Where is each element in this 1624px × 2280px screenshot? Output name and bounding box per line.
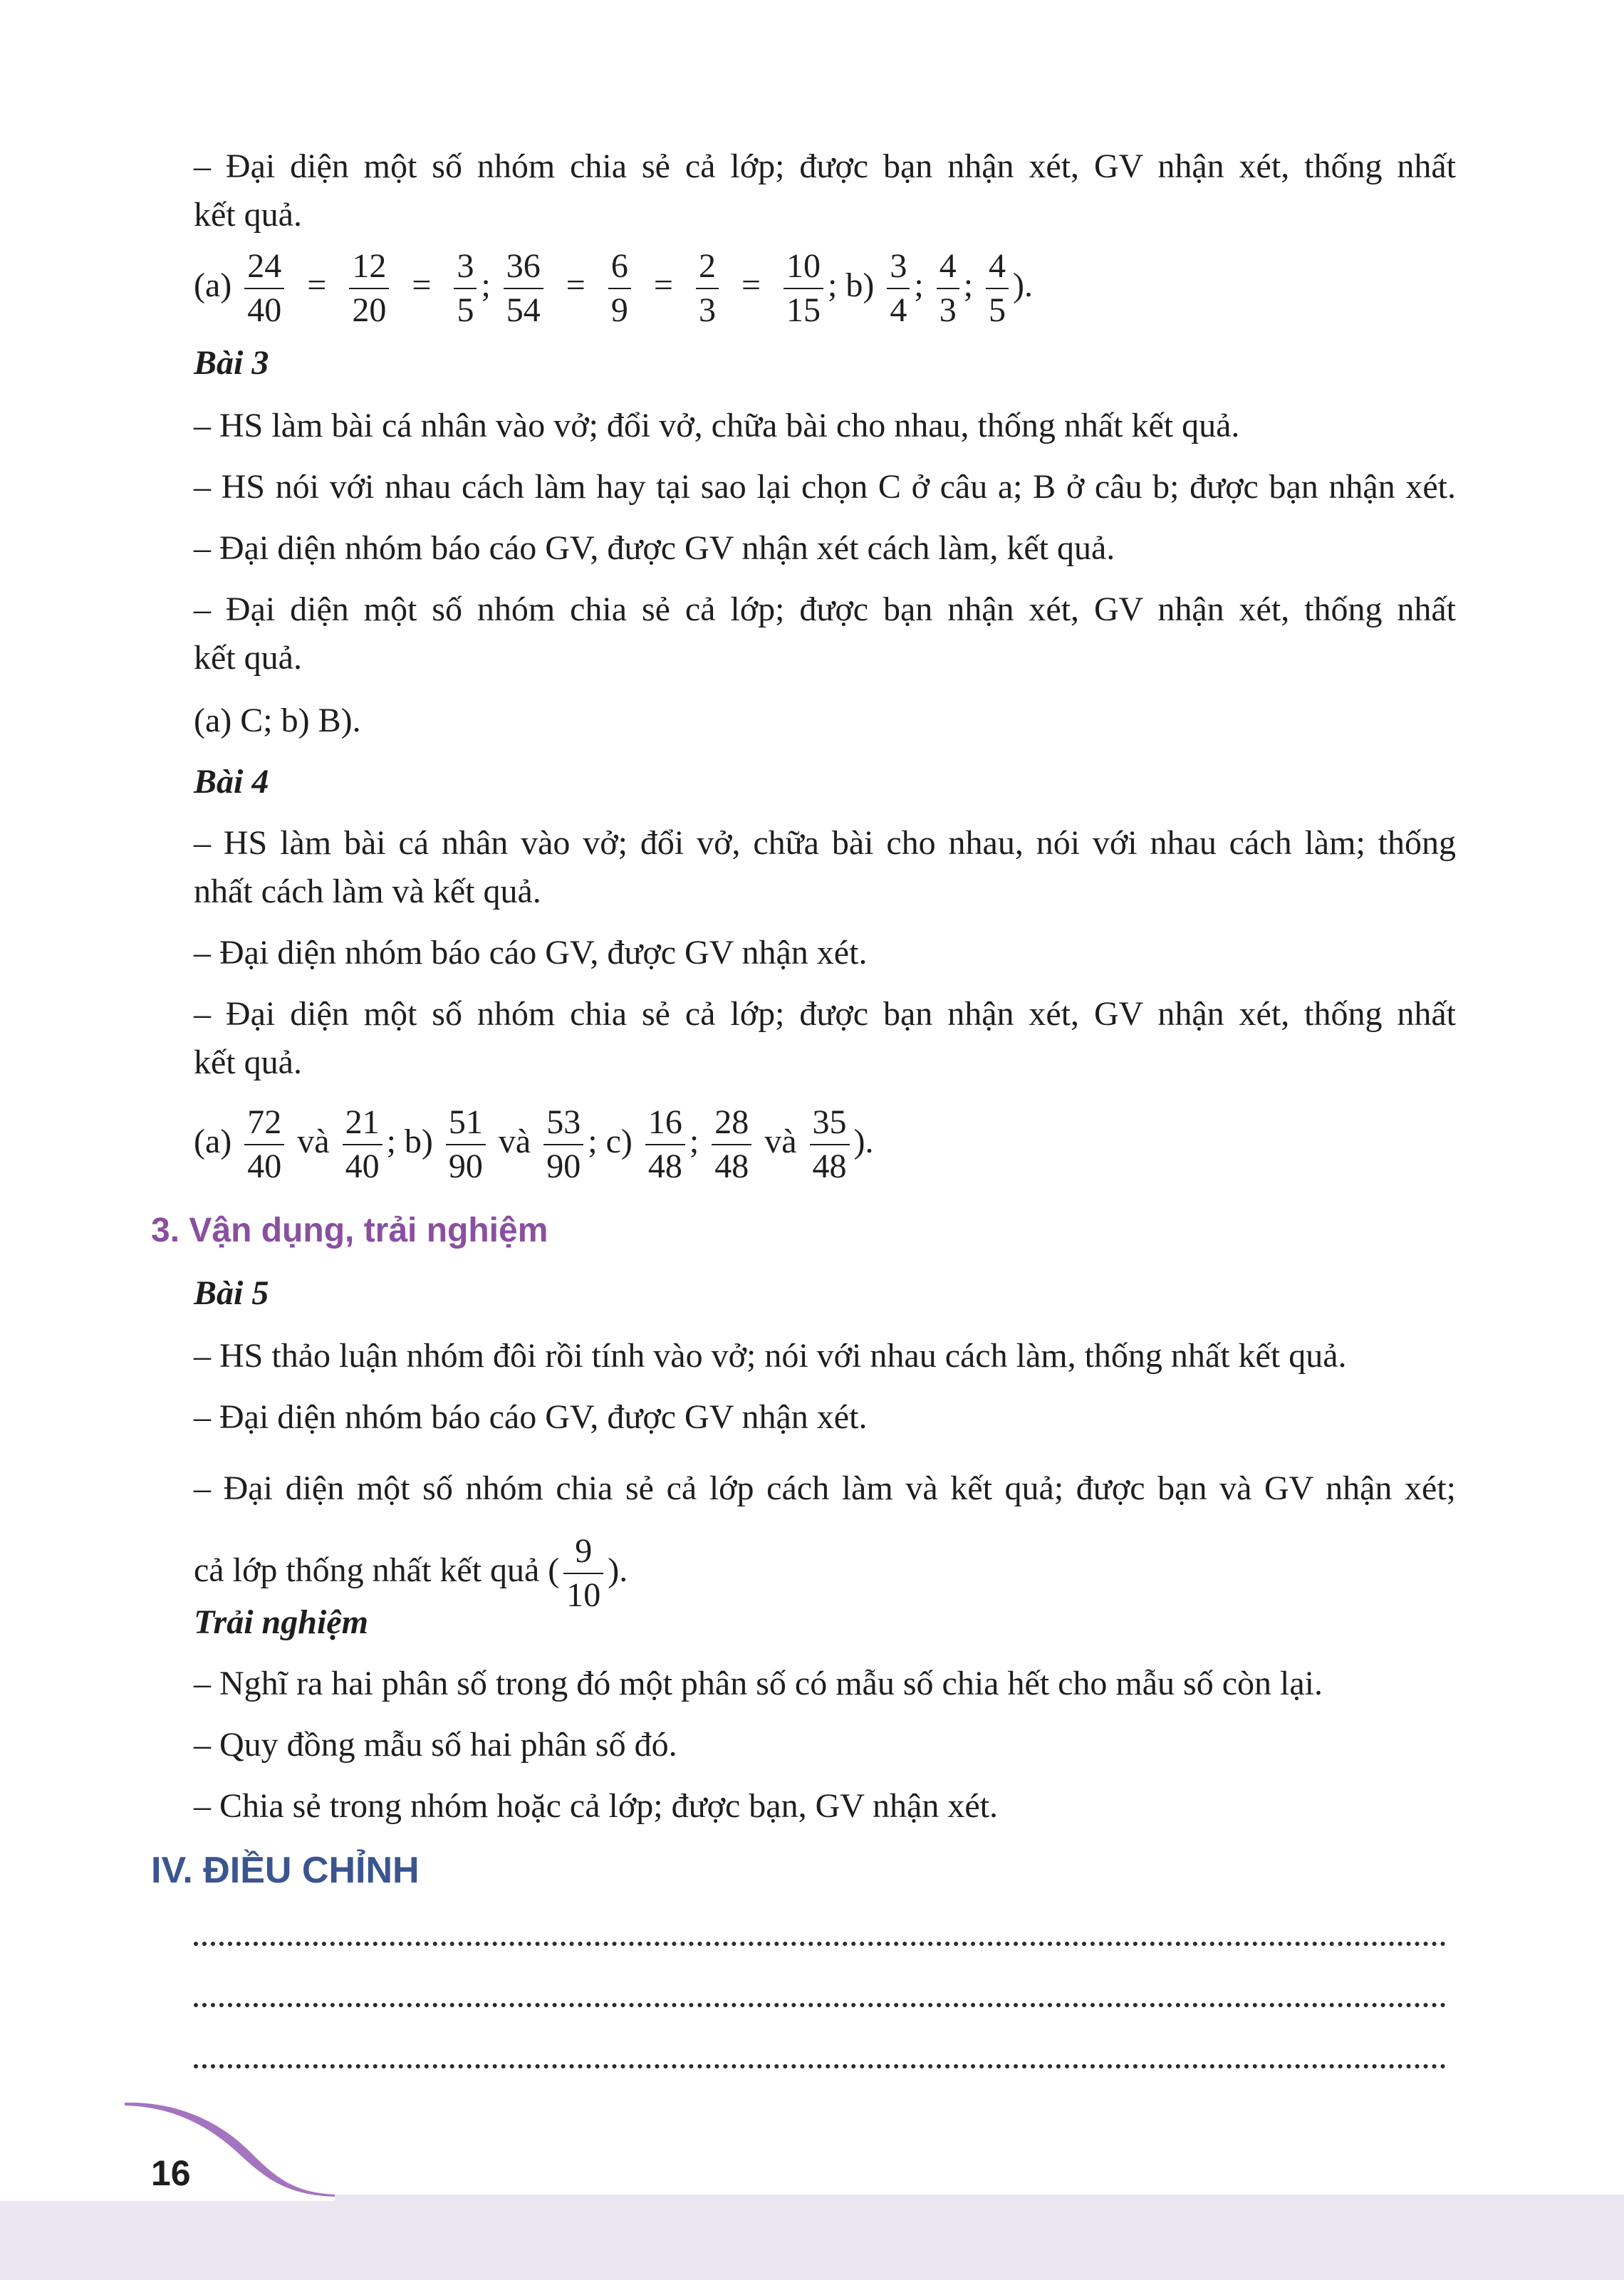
fraction: $\frac{53}{90}$ [543,1105,583,1184]
fraction: $\frac{12}{20}$ [349,249,389,328]
trai-nghiem-title: Trải nghiệm [194,1603,368,1641]
bai5-line3a: – Đại diện một số nhóm chia sẻ cả lớp cách làm và kết quả; được bạn và GV nhận xét; [194,1469,1456,1507]
bai4-line3b: kết quả. [194,1043,302,1081]
fraction: $\frac{3}{4}$ [887,249,910,328]
dotted-line [194,1942,1446,1946]
bai4-answer: (a) $\frac{72}{40}$ và $\frac{21}{40}$ ; b) $\frac{51}{90}$ và $\frac{53}{90}$ ; c) $\frac{16}{48}$ ; $\frac{28}{48}$ và $\frac{35}{48}$ ). [194,1103,874,1185]
trai-nghiem-line2: – Quy đồng mẫu số hai phân số đó. [194,1726,677,1764]
fraction: $\frac{9}{10}$ [563,1534,603,1613]
bai3-line4a: – Đại diện một số nhóm chia sẻ cả lớp; được bạn nhận xét, GV nhận xét, thống nhất [194,590,1456,628]
bai5-title: Bài 5 [194,1274,269,1312]
fraction: $\frac{2}{3}$ [696,249,719,328]
bai4-line3a: – Đại diện một số nhóm chia sẻ cả lớp; được bạn nhận xét, GV nhận xét, thống nhất [194,995,1456,1033]
bai3-answer: (a) C; b) B). [194,702,361,739]
section3-heading: 3. Vận dụng, trải nghiệm [151,1212,548,1249]
bai2-line1: – Đại diện một số nhóm chia sẻ cả lớp; được bạn nhận xét, GV nhận xét, thống nhất [194,147,1456,185]
bai3-line1: – HS làm bài cá nhân vào vở; đổi vở, chữa bài cho nhau, thống nhất kết quả. [194,407,1240,444]
bai2-answer: (a) $\frac{24}{40}$ = $\frac{12}{20}$ = $\frac{3}{5}$ ; $\frac{36}{54}$ = $\frac{6}{9}$ = $\frac{2}{3}$ = $\frac{10}{15}$ ; b) $\frac{3}{4}$ ; $\frac{4}{3}$ ; $\frac{4}{5}$ ). [194,247,1034,329]
fraction: $\frac{16}{48}$ [645,1105,685,1184]
bai5-line3b: cả lớp thống nhất kết quả ( $\frac{9}{10}$ ). [194,1532,628,1614]
fraction: $\frac{28}{48}$ [712,1105,751,1184]
fraction: $\frac{10}{15}$ [784,249,823,328]
fraction: $\frac{24}{40}$ [244,249,284,328]
bai4-line2: – Đại diện nhóm báo cáo GV, được GV nhận xét. [194,934,868,972]
dotted-line [194,2003,1446,2007]
bai3-line2: – HS nói với nhau cách làm hay tại sao lại chọn C ở câu a; B ở câu b; được bạn nhận xét. [194,468,1456,506]
bai4-line1b: nhất cách làm và kết quả. [194,873,541,910]
fraction: $\frac{6}{9}$ [608,249,631,328]
section4-heading: IV. ĐIỀU CHỈNH [151,1850,420,1891]
fraction: $\frac{21}{40}$ [343,1105,382,1184]
fraction: $\frac{4}{3}$ [937,249,959,328]
fraction: $\frac{72}{40}$ [244,1105,284,1184]
fraction: $\frac{51}{90}$ [446,1105,486,1184]
bai4-title: Bài 4 [194,763,269,801]
bai3-line3: – Đại diện nhóm báo cáo GV, được GV nhận xét cách làm, kết quả. [194,529,1115,567]
bai4-line1a: – HS làm bài cá nhân vào vở; đổi vở, chữa bài cho nhau, nói với nhau cách làm; thống [194,824,1456,862]
fraction: $\frac{3}{5}$ [454,249,477,328]
dotted-line [194,2064,1446,2068]
bai3-title: Bài 3 [194,344,269,382]
page-number: 16 [151,2153,191,2193]
bai2-line2: kết quả. [194,196,302,234]
trai-nghiem-line3: – Chia sẻ trong nhóm hoặc cả lớp; được bạn, GV nhận xét. [194,1787,998,1825]
bai3-line4b: kết quả. [194,639,302,677]
fraction: $\frac{35}{48}$ [810,1105,850,1184]
footer-band [0,2195,1624,2280]
trai-nghiem-line1: – Nghĩ ra hai phân số trong đó một phân số có mẫu số chia hết cho mẫu số còn lại. [194,1665,1323,1702]
bai5-line1: – HS thảo luận nhóm đôi rồi tính vào vở; nói với nhau cách làm, thống nhất kết quả. [194,1337,1347,1375]
fraction: $\frac{36}{54}$ [504,249,543,328]
bai5-line2: – Đại diện nhóm báo cáo GV, được GV nhận xét. [194,1398,868,1436]
fraction: $\frac{4}{5}$ [986,249,1009,328]
